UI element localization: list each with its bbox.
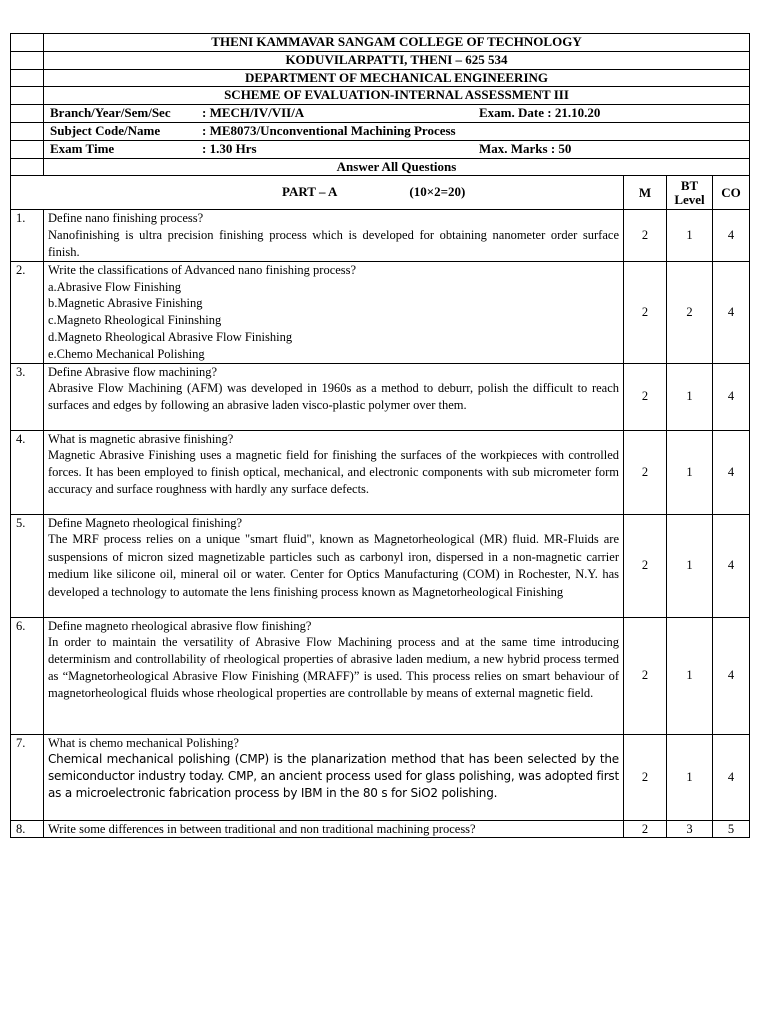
question-cell	[44, 734, 624, 820]
question-row	[11, 363, 750, 430]
part-header-row	[11, 176, 750, 210]
header-row-department	[11, 69, 750, 87]
co-value: 4	[713, 210, 750, 261]
co-value: 4	[713, 617, 750, 734]
question-text: Define Abrasive flow machining?	[48, 364, 218, 379]
college-address: KODUVILARPATTI, THENI – 625 534	[44, 51, 750, 69]
subject-value: : ME8073/Unconventional Machining Process	[202, 122, 456, 138]
question-number: 8.	[11, 820, 44, 838]
question-text: Define nano finishing process?	[48, 211, 204, 226]
branch-value: : MECH/IV/VII/A	[202, 105, 305, 121]
marks-value: 2	[624, 363, 667, 430]
question-row	[11, 210, 750, 261]
answer-text: Nanofinishing is ultra precision finishing process which is developed for obtaining nanometer order surface finish.	[48, 228, 619, 259]
marks-value: 2	[624, 514, 667, 617]
question-row	[11, 820, 750, 838]
list-item: a.Abrasive Flow Finishing	[48, 279, 181, 294]
header-row-scheme	[11, 87, 750, 105]
scheme-title: SCHEME OF EVALUATION-INTERNAL ASSESSMENT III	[44, 87, 750, 105]
question-number: 7.	[11, 734, 44, 820]
answer-text: The MRF process relies on a unique "smart fluid", known as Magnetorheological (MR) fluid. MR-Fluids are suspensions of micron sized magnetizable particles such as carbonyl iron, dispersed in a non-magnetic carrier medium like silicone oil, mineral oil or water. Center for Optics Manufacturing (COM) in Rochester, N.Y. has developed a technology to automate the lens finishing process known as Magnetorheological Finishing	[48, 532, 619, 599]
question-cell	[44, 514, 624, 617]
co-value: 4	[713, 514, 750, 617]
question-cell	[44, 617, 624, 734]
question-text: Define Magneto rheological finishing?	[48, 515, 243, 530]
question-number: 2.	[11, 261, 44, 363]
bt-level-value: 1	[667, 734, 713, 820]
question-number: 4.	[11, 430, 44, 514]
column-co: CO	[713, 176, 750, 210]
question-cell	[44, 210, 624, 261]
answer-text: Abrasive Flow Machining (AFM) was developed in 1960s as a method to deburr, polish the difficult to reach surfaces and edges by following an abrasive laden visco-plastic polymer over them.	[48, 381, 619, 413]
question-row	[11, 430, 750, 514]
column-bt-level: BT Level	[667, 176, 713, 210]
column-m: M	[624, 176, 667, 210]
question-text: Define magneto rheological abrasive flow finishing?	[48, 618, 312, 633]
marks-value: 2	[624, 617, 667, 734]
bt-level-value: 2	[667, 261, 713, 363]
department-name: DEPARTMENT OF MECHANICAL ENGINEERING	[44, 69, 750, 87]
part-marks: (10×2=20)	[409, 184, 466, 200]
question-cell	[44, 430, 624, 514]
question-text: Write some differences in between traditional and non traditional machining process?	[48, 821, 476, 836]
question-number: 5.	[11, 514, 44, 617]
question-row	[11, 617, 750, 734]
question-number: 6.	[11, 617, 44, 734]
bt-level-value: 1	[667, 363, 713, 430]
list-item: c.Magneto Rheological Fininshing	[48, 313, 222, 328]
info-row-branch	[11, 105, 750, 123]
exam-sheet	[10, 33, 749, 838]
answer-text: Magnetic Abrasive Finishing uses a magnetic field for finishing the surfaces of the workpieces with controlled forces. It has been employed to finish optical, mechanical, and electronic components with sub micrometer form accuracy and surface roughness with hardly any surface defects.	[48, 448, 619, 496]
question-text: What is chemo mechanical Polishing?	[48, 735, 239, 750]
question-cell	[44, 261, 624, 363]
time-value: : 1.30 Hrs	[202, 140, 257, 156]
co-value: 5	[713, 820, 750, 838]
max-marks: Max. Marks : 50	[479, 140, 572, 156]
evaluation-table	[10, 33, 750, 838]
marks-value: 2	[624, 430, 667, 514]
instruction-text: Answer All Questions	[44, 158, 750, 176]
header-row-college	[11, 34, 750, 52]
co-value: 4	[713, 430, 750, 514]
bt-level-value: 1	[667, 617, 713, 734]
co-value: 4	[713, 261, 750, 363]
info-row-subject	[11, 122, 750, 140]
marks-value: 2	[624, 734, 667, 820]
exam-date: Exam. Date : 21.10.20	[479, 105, 601, 121]
instruction-row	[11, 158, 750, 176]
question-number: 3.	[11, 363, 44, 430]
info-row-time	[11, 140, 750, 158]
header-row-address	[11, 51, 750, 69]
part-title: PART – A	[282, 184, 338, 200]
question-text: What is magnetic abrasive finishing?	[48, 431, 234, 446]
bt-level-value: 1	[667, 514, 713, 617]
question-number: 1.	[11, 210, 44, 261]
bt-level-value: 3	[667, 820, 713, 838]
question-cell	[44, 820, 624, 838]
marks-value: 2	[624, 261, 667, 363]
list-item: d.Magneto Rheological Abrasive Flow Finishing	[48, 329, 293, 344]
marks-value: 2	[624, 820, 667, 838]
question-cell	[44, 363, 624, 430]
answer-text: In order to maintain the versatility of Abrasive Flow Machining process and at the same time introducing determinism and controllability of rheological properties of abrasive laden medium, a new hybrid process termed as “Magnetorheological Abrasive Flow Finishing (MRAFF)” is used. This process relies on smart behaviour of magnetorheological fluids whose rheological properties are controllable by means of external magnetic field.	[48, 635, 619, 700]
question-row	[11, 261, 750, 363]
list-item: e.Chemo Mechanical Polishing	[48, 346, 205, 361]
question-row	[11, 734, 750, 820]
co-value: 4	[713, 363, 750, 430]
answer-text: Chemical mechanical polishing (CMP) is the planarization method that has been selected by the semiconductor industry today. CMP, an ancient process used for glass polishing, was adopted first as a microelectronic fabrication process by IBM in the 80 s for SiO2 polishing.	[48, 752, 619, 800]
list-item: b.Magnetic Abrasive Finishing	[48, 296, 203, 311]
branch-label: Branch/Year/Sem/Sec	[50, 105, 171, 121]
bt-level-value: 1	[667, 210, 713, 261]
subject-label: Subject Code/Name	[50, 122, 161, 138]
bt-level-value: 1	[667, 430, 713, 514]
question-row	[11, 514, 750, 617]
college-name: THENI KAMMAVAR SANGAM COLLEGE OF TECHNOLOGY	[44, 34, 750, 52]
marks-value: 2	[624, 210, 667, 261]
question-text: Write the classifications of Advanced nano finishing process?	[48, 262, 357, 277]
time-label: Exam Time	[50, 140, 115, 156]
co-value: 4	[713, 734, 750, 820]
